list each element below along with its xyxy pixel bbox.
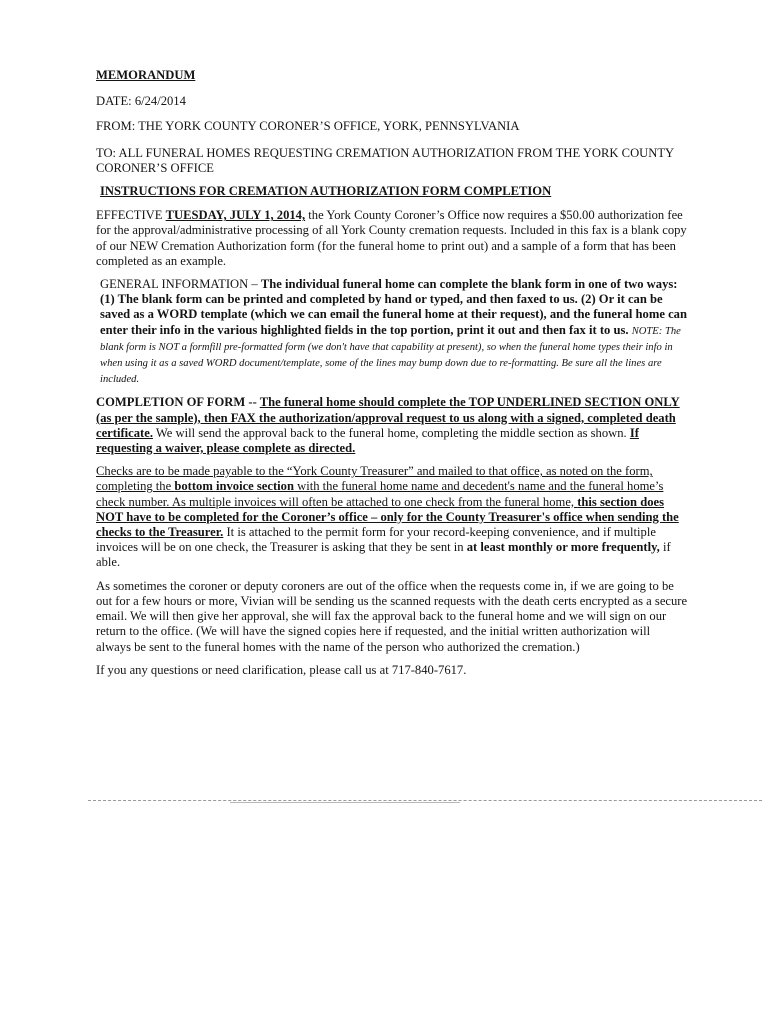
closing-paragraph: If you any questions or need clarification, please call us at 717-840-7617. <box>96 662 467 677</box>
effective-paragraph <box>96 208 688 269</box>
memo-heading: MEMORANDUM <box>96 68 196 82</box>
scan-artifact-line-2 <box>230 802 460 803</box>
checks-frequency: at least monthly or more frequently, <box>466 540 660 555</box>
memo-from: FROM: THE YORK COUNTY CORONER’S OFFICE, YORK, PENNSYLVANIA <box>96 119 520 134</box>
memo-date: DATE: 6/24/2014 <box>96 94 186 109</box>
instructions-heading: INSTRUCTIONS FOR CREMATION AUTHORIZATION FORM COMPLETION <box>100 184 552 199</box>
checks-text-4: if able. <box>96 540 671 570</box>
memo-to: TO: ALL FUNERAL HOMES REQUESTING CREMATION AUTHORIZATION FROM THE YORK COUNTY CORONER’S OFFICE <box>96 145 674 175</box>
checks-text-2: with the funeral home name and decedent's name and the funeral home’s check number. As multiple invoices will often be attached to one check from the funeral home, <box>96 479 664 509</box>
checks-invoice-section: bottom invoice section <box>174 479 294 494</box>
checks-text-3: It is attached to the permit form for your record-keeping convenience, and if multiple invoices will be on one check, the Treasurer is asking that they be sent in <box>96 525 656 555</box>
general-info-note: NOTE: The blank form is NOT a formfill pre-formatted form (we don't have that capability at present), so when the funeral home types their info in when using it as a saved WORD document/template, some of the lines may bump down due to re-formatting. Be sure all the lines are included. <box>100 325 681 386</box>
completion-lead: COMPLETION OF FORM -- <box>96 395 260 410</box>
general-info-lead: GENERAL INFORMATION – <box>100 277 261 292</box>
completion-text: We will send the approval back to the funeral home, completing the middle section as shown. <box>152 425 630 440</box>
effective-date: TUESDAY, JULY 1, 2014, <box>165 208 306 223</box>
checks-paragraph <box>96 464 688 570</box>
general-info-text: The individual funeral home can complete the blank form in one of two ways: (1) The blank form can be printed and completed by hand or typed, and then faxed to us. (2) Or it can be saved as a WORD template (which we can email the funeral home at their request), and the funeral home can enter their info in the various highlighted fields in the top portion, print it out and then fax it to us. <box>100 277 687 337</box>
checks-not-required: this section does NOT have to be completed for the Coroner’s office – only for the County Treasurer's office when sending the checks to the Treasurer. <box>96 494 679 540</box>
waiver-instructions: If requesting a waiver, please complete as directed. <box>96 425 639 456</box>
checks-text-1: Checks are to be made payable to the “York County Treasurer” and mailed to that office, as noted on the form, completing the <box>96 464 653 494</box>
effective-text: the York County Coroner’s Office now requires a $50.00 authorization fee for the approval/administrative processing of all York County cremation requests. Included in this fax is a blank copy of our NEW Cremation Authorization form (for the funeral home to print out) and a sample of a form that has been completed as an example. <box>96 208 687 268</box>
effective-lead: EFFECTIVE <box>96 208 166 223</box>
completion-instructions: The funeral home should complete the TOP UNDERLINED SECTION ONLY (as per the sample), then FAX the authorization/approval request to us along with a signed, completed death certificate. <box>96 395 680 440</box>
scan-artifact-line <box>88 800 762 801</box>
completion-paragraph <box>96 395 688 456</box>
general-info-paragraph <box>96 277 688 387</box>
absence-paragraph: As sometimes the coroner or deputy coroners are out of the office when the requests come in, if we are going to be out for a few hours or more, Vivian will be sending us the scanned requests with the death certs encrypted as a secure email. We will then give her approval, she will fax the approval back to the funeral home and we will sign on our return to the office. (We will have the signed copies here if requested, and the initial written authorization will always be sent to the funeral homes with the name of the person who authorized the cremation.) <box>96 578 688 654</box>
memorandum-page <box>96 68 688 678</box>
